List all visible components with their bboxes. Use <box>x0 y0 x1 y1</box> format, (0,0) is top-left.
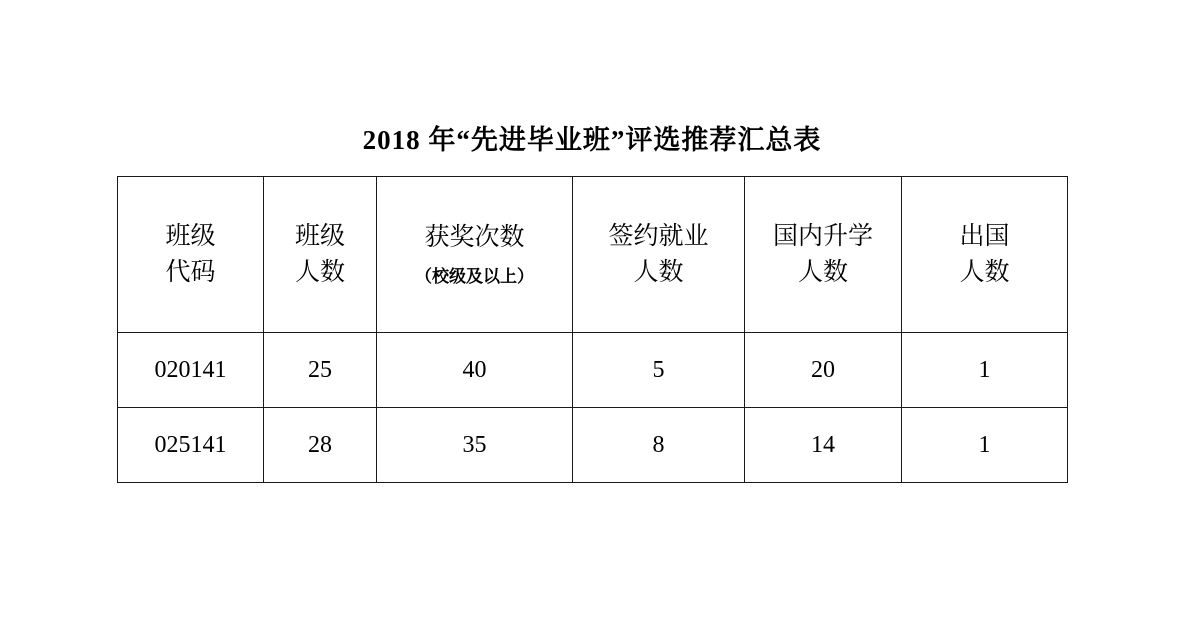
column-header-line-1: 出国 <box>959 223 1010 250</box>
column-header-employed-count <box>573 177 745 333</box>
table-row <box>118 333 1068 408</box>
cell-employed-count: 5 <box>573 333 745 408</box>
cell-award-count: 40 <box>377 333 573 408</box>
cell-class-code: 020141 <box>118 333 264 408</box>
column-header-line-1: 获奖次数 <box>424 223 525 251</box>
cell-domestic-postgrad-count: 20 <box>745 333 902 408</box>
table-header <box>118 177 1068 333</box>
summary-table-container <box>117 176 1067 483</box>
column-header-class-size <box>264 177 377 333</box>
cell-class-code: 025141 <box>118 408 264 483</box>
cell-award-count: 35 <box>377 408 573 483</box>
summary-table <box>117 176 1068 483</box>
column-header-line-2: 人数 <box>633 258 684 286</box>
cell-class-size: 28 <box>264 408 377 483</box>
column-header-line-2: 人数 <box>959 258 1010 286</box>
column-header-domestic-postgrad-count <box>745 177 902 333</box>
cell-overseas-count: 1 <box>902 408 1068 483</box>
column-header-subtitle: （校级及以上） <box>415 267 534 287</box>
column-header-line-1: 班级 <box>294 223 345 250</box>
cell-employed-count: 8 <box>573 408 745 483</box>
column-header-line-1: 班级 <box>165 223 216 250</box>
table-body <box>118 333 1068 483</box>
column-header-line-2: 人数 <box>797 258 848 286</box>
table-header-row <box>118 177 1068 333</box>
column-header-line-2: 人数 <box>294 258 345 286</box>
column-header-award-count <box>377 177 573 333</box>
column-header-line-1: 国内升学 <box>772 223 873 250</box>
cell-overseas-count: 1 <box>902 333 1068 408</box>
column-header-overseas-count <box>902 177 1068 333</box>
column-header-line-1: 签约就业 <box>608 223 709 250</box>
column-header-line-2: 代码 <box>165 258 216 286</box>
cell-domestic-postgrad-count: 14 <box>745 408 902 483</box>
column-header-class-code <box>118 177 264 333</box>
table-row <box>118 408 1068 483</box>
cell-class-size: 25 <box>264 333 377 408</box>
page-title: 2018 年“先进毕业班”评选推荐汇总表 <box>362 125 822 155</box>
